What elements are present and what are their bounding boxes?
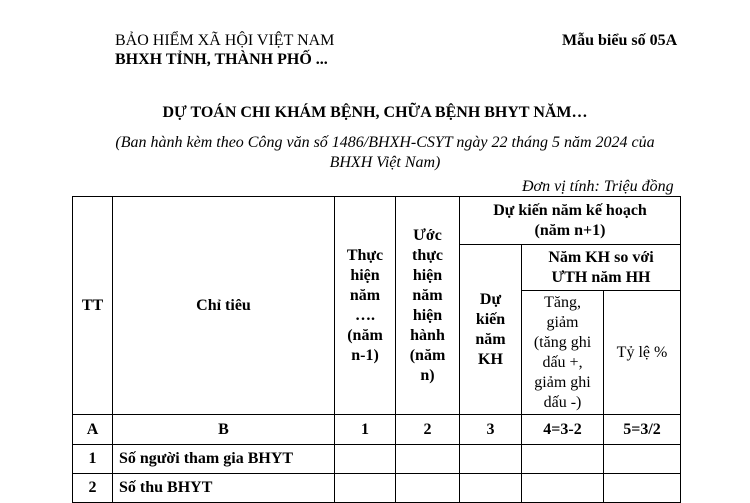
- row-cell: [522, 474, 604, 503]
- row-cell: [335, 474, 396, 503]
- header-tang-giam: Tăng, giảm (tăng ghi dấu +, giảm ghi dấu -): [522, 291, 604, 415]
- row-cell: [460, 474, 522, 503]
- row-cell: [460, 445, 522, 474]
- subtitle-line-2: BHXH Việt Nam): [329, 154, 441, 171]
- organization-branch: BHXH TỈNH, THÀNH PHỐ ...: [115, 51, 328, 68]
- code-cell: 5=3/2: [604, 415, 681, 445]
- subtitle-line-1: (Ban hành kèm theo Công văn số 1486/BHXH-CSYT ngày 22 tháng 5 năm 2024 của: [115, 134, 655, 151]
- header-chi-tieu: Chỉ tiêu: [113, 197, 335, 415]
- unit-label: Đơn vị tính: Triệu đồng: [522, 178, 674, 195]
- document-subtitle: [90, 133, 680, 173]
- table-row: [73, 474, 681, 503]
- header-uoc-thuc-hien: Ước thực hiện năm hiện hành (năm n): [396, 197, 460, 415]
- row-label: Số người tham gia BHYT: [113, 445, 335, 474]
- code-cell: 3: [460, 415, 522, 445]
- header-du-kien-kh: Dự kiến năm KH: [460, 245, 522, 415]
- organization-name: BẢO HIỂM XÃ HỘI VIỆT NAM: [115, 32, 335, 49]
- budget-table: [72, 196, 681, 503]
- row-cell: [396, 474, 460, 503]
- row-tt: 1: [73, 445, 113, 474]
- table-row: [73, 445, 681, 474]
- row-cell: [396, 445, 460, 474]
- header-du-kien-group: Dự kiến năm kế hoạch (năm n+1): [460, 197, 681, 245]
- code-cell: 4=3-2: [522, 415, 604, 445]
- document-title: DỰ TOÁN CHI KHÁM BỆNH, CHỮA BỆNH BHYT NĂM…: [162, 104, 588, 121]
- row-cell: [335, 445, 396, 474]
- row-cell: [604, 445, 681, 474]
- row-tt: 2: [73, 474, 113, 503]
- row-label: Số thu BHYT: [113, 474, 335, 503]
- row-cell: [604, 474, 681, 503]
- code-cell: B: [113, 415, 335, 445]
- table-code-row: [73, 415, 681, 445]
- header-ty-le: Tỷ lệ %: [604, 291, 681, 415]
- code-cell: 2: [396, 415, 460, 445]
- header-so-sanh-group: Năm KH so với ƯTH năm HH: [522, 245, 681, 291]
- header-tt: TT: [73, 197, 113, 415]
- code-cell: 1: [335, 415, 396, 445]
- row-cell: [522, 445, 604, 474]
- header-thuc-hien: Thực hiện năm …. (năm n-1): [335, 197, 396, 415]
- code-cell: A: [73, 415, 113, 445]
- form-number: Mẫu biểu số 05A: [562, 32, 678, 49]
